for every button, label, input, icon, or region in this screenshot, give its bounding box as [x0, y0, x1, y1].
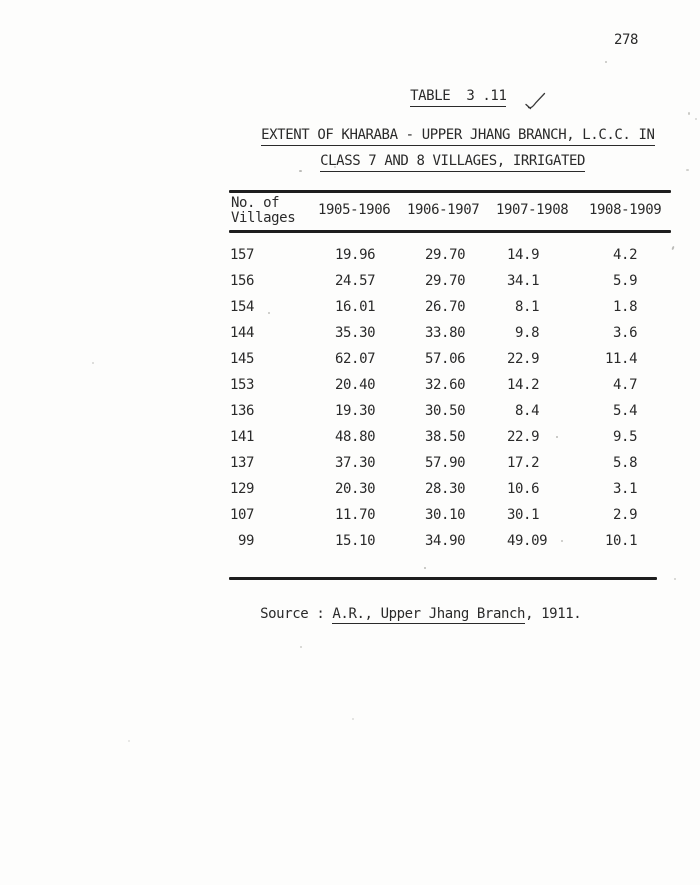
table-cell-value: 57.90 [425, 455, 466, 471]
scan-speckle [695, 118, 697, 120]
table-cell-value: 4.2 [605, 247, 638, 263]
table-heading-line2 [288, 139, 585, 187]
table-cell-value: 10.1 [605, 533, 638, 549]
table-cell-value: 9.8 [507, 325, 540, 341]
scan-speckle [268, 312, 270, 314]
table-row [0, 508, 700, 523]
table-cell-villages: 136 [230, 403, 255, 419]
table-cell-value: 34.1 [507, 273, 540, 289]
table-cell-villages: 154 [230, 299, 255, 315]
table-cell-value: 11.4 [605, 351, 638, 367]
scan-speckle [688, 112, 690, 115]
table-cell-value: 30.1 [507, 507, 540, 523]
table-cell-value: 22.9 [507, 351, 540, 367]
table-cell-value: 11.70 [335, 507, 376, 523]
scan-speckle [334, 166, 336, 168]
column-header-year: 1906-1907 [407, 202, 480, 218]
table-cell-value: 10.6 [507, 481, 540, 497]
table-cell-villages: 141 [230, 429, 255, 445]
table-cell-villages: 129 [230, 481, 255, 497]
table-cell-villages: 107 [230, 507, 255, 523]
table-rule-top [229, 190, 671, 193]
table-cell-value: 9.5 [605, 429, 638, 445]
table-cell-value: 4.7 [605, 377, 638, 393]
table-cell-value: 37.30 [335, 455, 376, 471]
table-cell-villages: 137 [230, 455, 255, 471]
table-cell-value: 20.30 [335, 481, 376, 497]
table-cell-villages: 145 [230, 351, 255, 367]
table-cell-value: 33.80 [425, 325, 466, 341]
source-citation: A.R., Upper Jhang Branch [332, 606, 526, 622]
table-cell-value: 3.6 [605, 325, 638, 341]
table-cell-value: 16.01 [335, 299, 376, 315]
table-cell-value: 5.8 [605, 455, 638, 471]
table-row [0, 248, 700, 263]
table-rule-header [229, 230, 671, 233]
table-cell-value: 14.9 [507, 247, 540, 263]
heading-line2-text: CLASS 7 AND 8 VILLAGES, IRRIGATED [320, 154, 585, 172]
table-row [0, 404, 700, 419]
heading-line1-text: EXTENT OF KHARABA - UPPER JHANG BRANCH, L.C.C. IN [261, 128, 654, 146]
source-year: , 1911. [525, 606, 582, 622]
table-cell-value: 8.1 [507, 299, 540, 315]
table-cell-villages: 157 [230, 247, 255, 263]
column-header-villages-line2: Villages [231, 210, 296, 226]
table-cell-value: 49.09 [507, 533, 548, 549]
table-cell-value: 26.70 [425, 299, 466, 315]
table-cell-value: 5.9 [605, 273, 638, 289]
column-header-year: 1907-1908 [496, 202, 569, 218]
table-cell-value: 17.2 [507, 455, 540, 471]
column-header-year: 1908-1909 [589, 202, 662, 218]
table-row [0, 326, 700, 341]
table-cell-value: 32.60 [425, 377, 466, 393]
source-line [228, 592, 581, 639]
scan-speckle [92, 362, 94, 364]
table-cell-villages: 144 [230, 325, 255, 341]
table-cell-value: 3.1 [605, 481, 638, 497]
scan-speckle [300, 646, 302, 648]
table-cell-value: 5.4 [605, 403, 638, 419]
table-cell-value: 57.06 [425, 351, 466, 367]
scan-speckle [674, 578, 676, 580]
table-cell-villages: 99 [230, 533, 255, 549]
table-row [0, 352, 700, 367]
scan-speckle [424, 567, 426, 569]
table-cell-value: 14.2 [507, 377, 540, 393]
table-cell-value: 28.30 [425, 481, 466, 497]
column-header-year: 1905-1906 [318, 202, 391, 218]
table-row [0, 456, 700, 471]
table-cell-value: 19.30 [335, 403, 376, 419]
table-rule-bottom [229, 577, 657, 580]
scan-speckle [299, 170, 302, 172]
table-cell-value: 62.07 [335, 351, 376, 367]
table-cell-value: 48.80 [335, 429, 376, 445]
table-cell-value: 30.50 [425, 403, 466, 419]
checkmark-icon [524, 92, 548, 111]
scan-speckle [686, 169, 689, 171]
table-cell-value: 35.30 [335, 325, 376, 341]
table-cell-value: 22.9 [507, 429, 540, 445]
scan-speckle [605, 61, 607, 63]
table-cell-value: 19.96 [335, 247, 376, 263]
page-number: 278 [614, 32, 639, 48]
table-cell-value: 1.8 [605, 299, 638, 315]
column-header-villages-line1: No. of [231, 195, 280, 211]
table-cell-value: 34.90 [425, 533, 466, 549]
scan-speckle [561, 540, 563, 542]
table-row [0, 482, 700, 497]
table-cell-villages: 153 [230, 377, 255, 393]
table-cell-value: 20.40 [335, 377, 376, 393]
table-cell-value: 29.70 [425, 247, 466, 263]
table-cell-value: 29.70 [425, 273, 466, 289]
source-label: Source : [260, 606, 333, 622]
scan-speckle [352, 718, 354, 720]
table-cell-value: 2.9 [605, 507, 638, 523]
scan-speckle [128, 740, 130, 742]
table-title-text: TABLE 3 .11 [410, 89, 506, 107]
table-cell-value: 15.10 [335, 533, 376, 549]
scan-speckle [556, 436, 558, 438]
table-row [0, 300, 700, 315]
table-row [0, 378, 700, 393]
table-cell-value: 38.50 [425, 429, 466, 445]
table-row [0, 534, 700, 549]
table-row [0, 430, 700, 445]
table-cell-value: 24.57 [335, 273, 376, 289]
table-cell-value: 30.10 [425, 507, 466, 523]
table-cell-villages: 156 [230, 273, 255, 289]
table-cell-value: 8.4 [507, 403, 540, 419]
table-row [0, 274, 700, 289]
